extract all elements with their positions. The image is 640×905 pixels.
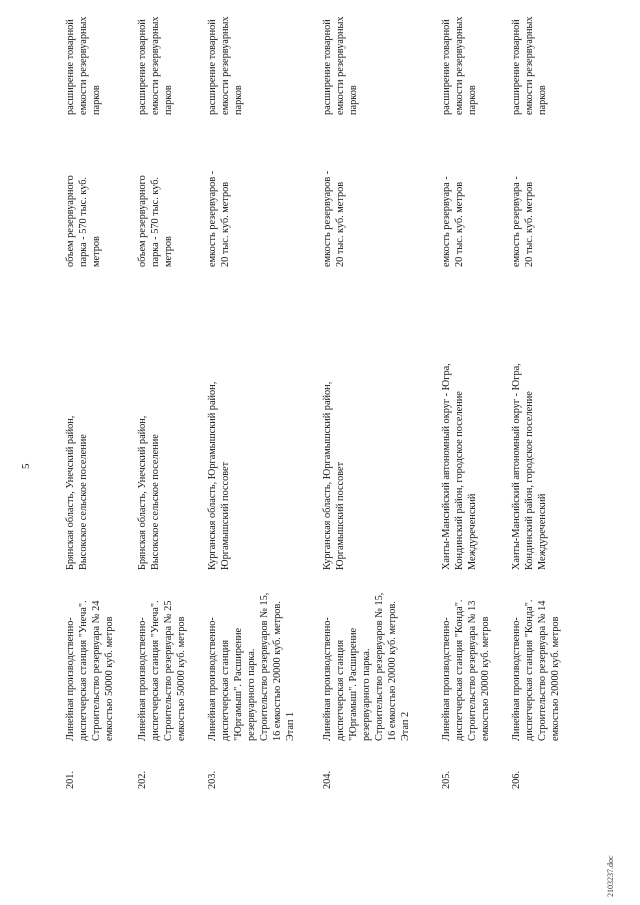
object-capacity: емкость резервуара - 20 тыс. куб. метров [441, 176, 465, 267]
object-purpose: расширение товарной емкости резервуарных парков [511, 16, 548, 115]
object-capacity: объем резервуарного парка - 570 тыс. куб. метров [65, 175, 102, 267]
object-name: Линейная производственно- диспетчерская станция "Юргамыш". Расширение резервуарного парка. Строительство резервуаров № 15, 16 емкостью 20000 куб. метров. Этап 1 [207, 592, 296, 741]
object-name: Линейная производственно- диспетчерская станция "Унеча". Строительство резервуара № 25 емкостью 50000 куб. метров [137, 600, 187, 741]
object-name: Линейная производственно- диспетчерская станция "Конда". Строительство резервуара № 14 емкостью 20000 куб. метров [511, 599, 561, 741]
row-number: 205. [441, 770, 452, 789]
object-capacity: объем резервуарного парка - 570 тыс. куб. метров [137, 175, 174, 267]
object-purpose: расширение товарной емкости резервуарных парков [65, 16, 102, 115]
object-purpose: расширение товарной емкости резервуарных парков [441, 16, 478, 115]
object-capacity: емкость резервуара - 20 тыс. куб. метров [511, 176, 535, 267]
object-location: Ханты-Мансийский автономный округ - Югра, Кондинский район, городское поселение Междуреченский [511, 363, 548, 570]
object-location: Брянская область, Унечский район, Высокское сельское поселение [65, 415, 89, 570]
object-purpose: расширение товарной емкости резервуарных парков [207, 16, 244, 115]
object-location: Курганская область, Юргамышский район, Юргамышский поссовет [207, 381, 231, 570]
document-file-id: 2103237.doc [606, 855, 615, 897]
object-location: Курганская область, Юргамышский район, Юргамышский поссовет [322, 381, 346, 570]
object-purpose: расширение товарной емкости резервуарных парков [137, 16, 174, 115]
row-number: 204. [322, 770, 333, 789]
row-number: 201. [65, 770, 76, 789]
page-number: 5 [20, 463, 32, 469]
object-capacity: емкость резервуаров - 20 тыс. куб. метров [207, 170, 231, 267]
row-number: 202. [137, 770, 148, 789]
row-number: 206. [511, 770, 522, 789]
object-purpose: расширение товарной емкости резервуарных парков [322, 16, 359, 115]
object-name: Линейная производственно- диспетчерская станция "Унеча". Строительство резервуара № 24 емкостью 50000 куб. метров [65, 600, 115, 741]
object-capacity: емкость резервуаров - 20 тыс. куб. метров [322, 170, 346, 267]
object-name: Линейная производственно- диспетчерская станция "Юргамыш". Расширение резервуарного парка. Строительство резервуаров № 15, 16 емкостью 20000 куб. метров. Этап 2 [322, 592, 411, 741]
object-name: Линейная производственно- диспетчерская станция "Конда". Строительство резервуара № 13 емкостью 20000 куб. метров [441, 599, 491, 741]
row-number: 203. [207, 770, 218, 789]
object-location: Ханты-Мансийский автономный округ - Югра, Кондинский район, городское поселение Междуреченский [441, 363, 478, 570]
object-location: Брянская область, Унечский район, Высокское сельское поселение [137, 415, 161, 570]
